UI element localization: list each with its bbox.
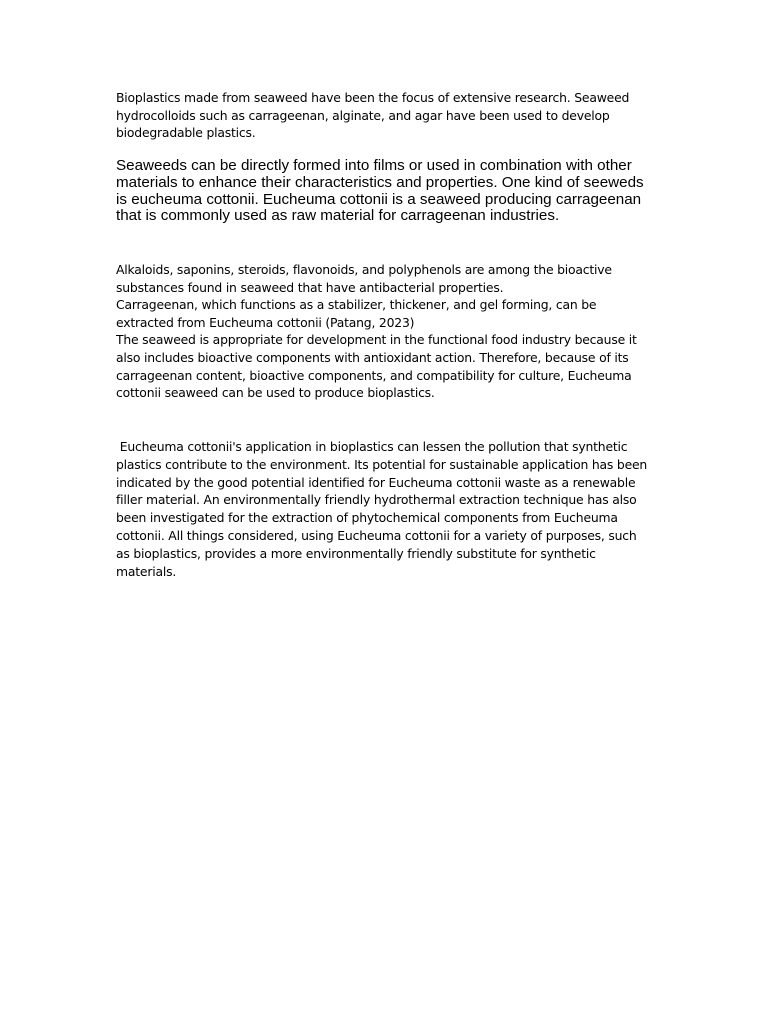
paragraph-bioactive-substances: Alkaloids, saponins, steroids, flavonoids, and polyphenols are among the bioactive substances found in seaweed that have antibacterial properties. Carrageenan, which functions as a stabilizer, thickener, and gel forming, can be extracted from Eucheuma cottonii (Patang, 2023) The seaweed is appropriate for development in the functional food industry because it also includes bioactive components with antioxidant action. Therefore, because of its carrageenan content, bioactive components, and compatibility for culture, Eucheuma cottonii seaweed can be used to produce bioplastics. (116, 262, 637, 401)
paragraph-seaweed-bioplastics-intro: Bioplastics made from seaweed have been the focus of extensive research. Seaweed hydrocolloids such as carrageenan, alginate, and agar have been used to develop biodegradable plastics. (116, 90, 633, 141)
paragraph-environmental-application: Eucheuma cottonii's application in bioplastics can lessen the pollution that synthetic plastics contribute to the environment. Its potential for sustainable application has been indicated by the good potential identified for Eucheuma cottonii waste as a renewable filler material. An environmentally friendly hydrothermal extraction technique has also been investigated for the extraction of phytochemical components from Eucheuma cottonii. All things considered, using Eucheuma cottonii for a variety of purposes, such as bioplastics, provides a more environmentally friendly substitute for synthetic materials. (116, 439, 651, 579)
paragraph-eucheuma-cottonii-films: Seaweeds can be directly formed into films or used in combination with other materials to enhance their characteristics and properties. One kind of seeweds is eucheuma cottonii. Eucheuma cottonii is a seaweed producing carrageenan that is commonly used as raw material for carrageenan industries. (116, 157, 648, 225)
